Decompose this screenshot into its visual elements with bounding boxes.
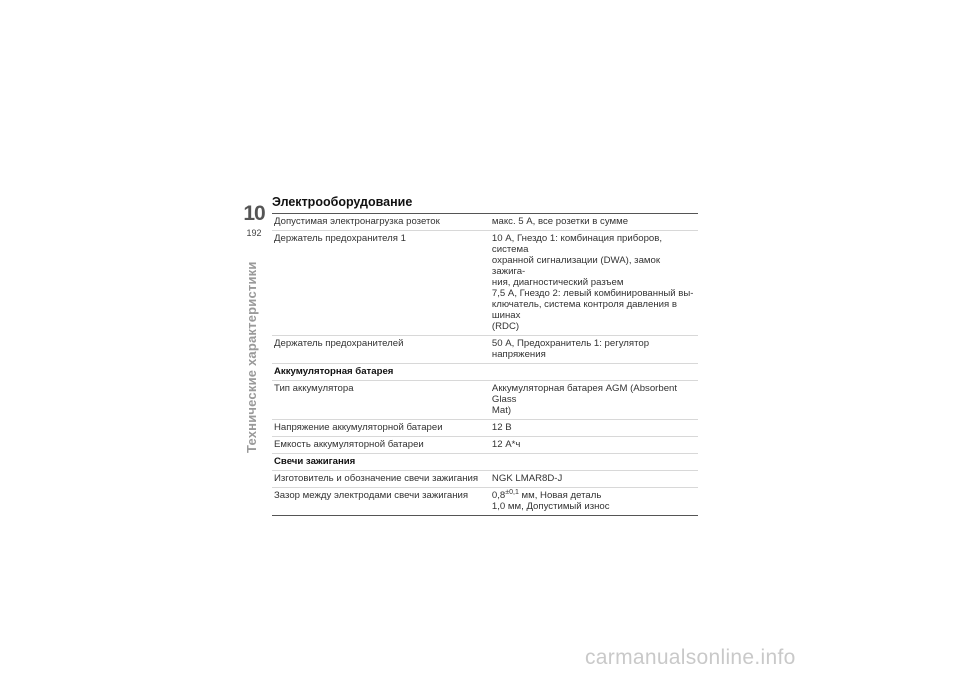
row-value: 10 А, Гнездо 1: комбинация приборов, система охранной сигнализации (DWA), замок зажига- ния, диагностический разъем 7,5 А, Гнездо 2: левый комбинированный вы- ключатель, система контроля давления в шинах (RDC) — [490, 231, 698, 336]
row-label: Держатель предохранителя 1 — [272, 231, 490, 336]
row-value: 12 А*ч — [490, 437, 698, 454]
row-value: $0,8^{\pm 0,1}$ мм, Новая деталь 1,0 мм, Допустимый износ — [490, 488, 698, 516]
table-row — [272, 420, 698, 437]
chapter-badge — [243, 204, 265, 238]
watermark: carmanualsonline.info — [585, 646, 796, 669]
row-label: Держатель предохранителей — [272, 336, 490, 364]
row-label: Напряжение аккумуляторной батареи — [272, 420, 490, 437]
table-row — [272, 336, 698, 364]
row-label: Емкость аккумуляторной батареи — [272, 437, 490, 454]
table-row — [272, 488, 698, 516]
group-header-battery — [272, 364, 698, 381]
row-value: Аккумуляторная батарея AGM (Absorbent Glass Mat) — [490, 381, 698, 420]
section-title: Электрооборудование — [272, 195, 413, 209]
row-value: NGK LMAR8D-J — [490, 471, 698, 488]
chapter-number: 10 — [243, 202, 265, 225]
row-value: 50 А, Предохранитель 1: регулятор напряжения — [490, 336, 698, 364]
table-row — [272, 214, 698, 231]
table-row — [272, 231, 698, 336]
row-label: Изготовитель и обозначение свечи зажигания — [272, 471, 490, 488]
row-label: Допустимая электронагрузка розеток — [272, 214, 490, 231]
table-row — [272, 381, 698, 420]
group-title: Аккумуляторная батарея — [272, 364, 698, 381]
side-chapter-title: Технические характеристики — [244, 261, 259, 453]
table-row — [272, 471, 698, 488]
row-value: макс. 5 А, все розетки в сумме — [490, 214, 698, 231]
group-header-spark-plugs — [272, 454, 698, 471]
group-title: Свечи зажигания — [272, 454, 698, 471]
tolerance: ±0,1 — [505, 489, 519, 496]
row-label: Тип аккумулятора — [272, 381, 490, 420]
spec-table — [272, 213, 698, 516]
row-label: Зазор между электродами свечи зажигания — [272, 488, 490, 516]
row-value: 12 В — [490, 420, 698, 437]
table-row — [272, 437, 698, 454]
page-number: 192 — [246, 228, 262, 238]
